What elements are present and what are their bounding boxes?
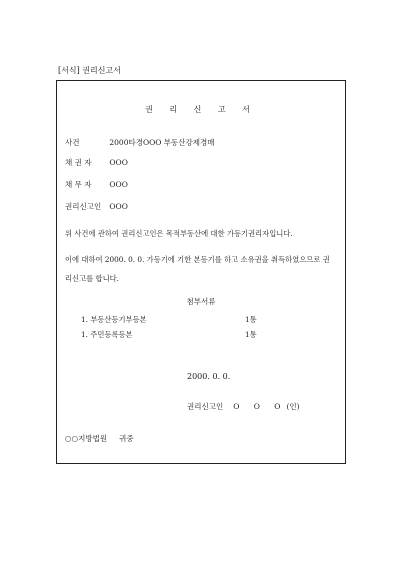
document-date: 2000. 0. 0.: [187, 372, 231, 381]
attachment-count: 1통: [245, 330, 257, 339]
field-claimant: [65, 201, 128, 212]
attachment-label: 1. 부동산등기부등본: [81, 315, 147, 324]
court-name: ○○지방법원: [65, 434, 108, 443]
attachment-item: [81, 330, 257, 340]
paragraph-claim: 위 사건에 관하여 권리신고인은 목적부동산에 대한 가등기권리자입니다.: [65, 229, 293, 238]
signer-name: O O O: [233, 402, 287, 411]
signer-seal: (인): [286, 402, 300, 411]
court-suffix: 귀중: [119, 434, 134, 443]
attachment-count: 1통: [245, 315, 257, 324]
field-value: OOO: [109, 180, 128, 189]
signer-line: [187, 401, 300, 412]
document-title: 권 리 신 고 서: [145, 105, 257, 114]
attachment-item: [81, 315, 257, 325]
field-value: OOO: [109, 158, 128, 167]
court-addressee: [65, 433, 134, 444]
field-label: 권리신고인: [65, 202, 102, 211]
field-label: 사건: [65, 138, 80, 147]
field-case: [65, 137, 215, 148]
field-value: OOO: [109, 202, 128, 211]
field-creditor: [65, 157, 128, 168]
field-debtor: [65, 179, 128, 190]
field-label: 채 무 자: [65, 180, 92, 189]
attachments-title: 첨부서류: [186, 297, 216, 306]
paragraph-registration: 이에 대하여 2000. 0. 0. 가등기에 기한 본등기를 하고 소유권을 취득하였으므로 권리신고를 합니다.: [65, 255, 330, 283]
form-label: [서식] 권리신고서: [58, 66, 121, 75]
document-form: [56, 80, 346, 464]
signer-label: 권리신고인: [187, 402, 224, 411]
attachment-label: 1. 주민등록등본: [81, 330, 133, 339]
field-value: 2000타경OOO 부동산강제경매: [109, 138, 215, 147]
field-label: 채 권 자: [65, 158, 92, 167]
